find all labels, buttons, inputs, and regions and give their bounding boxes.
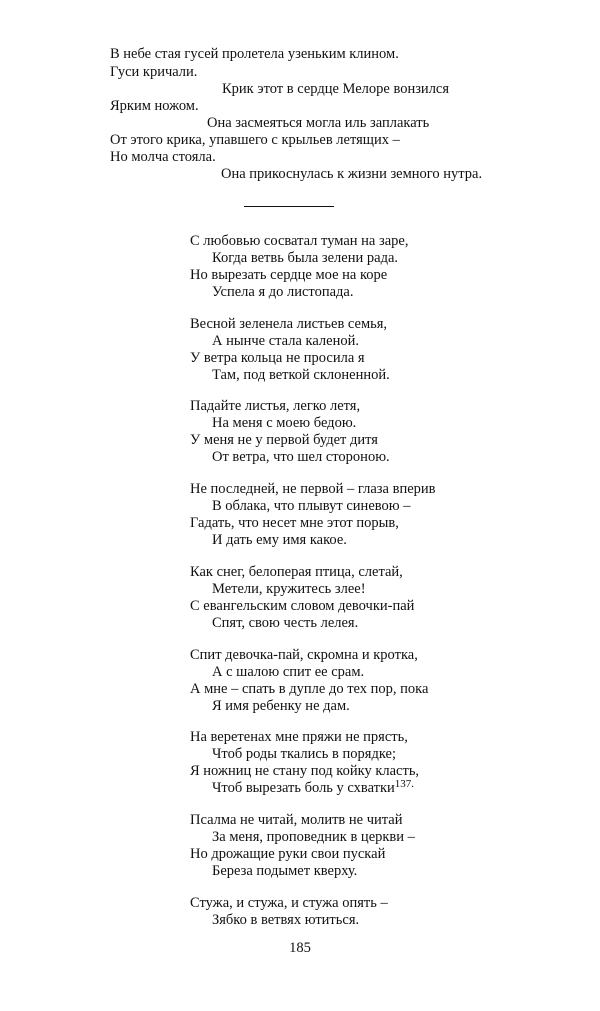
poem-line: А мне – спать в дупле до тех пор, пока: [190, 681, 429, 697]
poem-line: [212, 780, 414, 798]
poem-line: Береза подымет кверху.: [212, 863, 358, 879]
prose-line: Ярким ножом.: [110, 98, 199, 114]
poem-line: Зябко в ветвях ютиться.: [212, 912, 360, 928]
prose-line: Гуси кричали.: [110, 64, 198, 80]
poem-line: Спят, свою честь лелея.: [212, 615, 359, 631]
poem-line: Весной зеленела листьев семья,: [190, 316, 388, 332]
poem-line: А нынче стала каленой.: [212, 333, 359, 349]
prose-line: Но молча стояла.: [110, 149, 216, 165]
prose-line: Она засмеяться могла иль заплакать: [207, 115, 430, 131]
poem-line: Но вырезать сердце мое на коре: [190, 267, 388, 283]
poem-line: И дать ему имя какое.: [212, 532, 347, 548]
poem-line: На меня с моею бедою.: [212, 415, 357, 431]
poem-line: У ветра кольца не просила я: [190, 350, 365, 366]
prose-line: От этого крика, упавшего с крыльев летящих –: [110, 132, 400, 148]
poem-line: Метели, кружитесь злее!: [212, 581, 366, 597]
poem-line: В облака, что плывут синевою –: [212, 498, 411, 514]
poem-line-text: Чтоб вырезать боль у схватки: [212, 780, 395, 796]
poem-line: Падайте листья, легко летя,: [190, 398, 361, 414]
poem-line: А с шалою спит ее срам.: [212, 664, 365, 680]
poem-line: Стужа, и стужа, и стужа опять –: [190, 895, 388, 911]
poem-line: Как снег, белоперая птица, слетай,: [190, 564, 403, 580]
poem-line: Чтоб роды ткались в порядке;: [212, 746, 396, 762]
poem-line: От ветра, что шел стороною.: [212, 449, 390, 465]
poem-line: С евангельским словом девочки-пай: [190, 598, 415, 614]
poem-line: За меня, проповедник в церкви –: [212, 829, 415, 845]
poem-line: Когда ветвь была зелени рада.: [212, 250, 399, 266]
poem-line: Не последней, не первой – глаза вперив: [190, 481, 436, 497]
prose-line: Она прикоснулась к жизни земного нутра.: [221, 166, 483, 182]
prose-line: В небе стая гусей пролетела узеньким клином.: [110, 46, 399, 62]
poem-line: Я имя ребенку не дам.: [212, 698, 350, 714]
page-number: 185: [289, 940, 311, 956]
poem-line: Там, под веткой склоненной.: [212, 367, 390, 383]
poem-line: У меня не у первой будет дитя: [190, 432, 378, 448]
section-divider: [244, 206, 334, 207]
poem-line: На веретенах мне пряжи не прясть,: [190, 729, 408, 745]
prose-line: Крик этот в сердце Мелоре вонзился: [222, 81, 450, 97]
poem-line: Но дрожащие руки свои пускай: [190, 846, 386, 862]
poem-line: Я ножниц не стану под койку класть,: [190, 763, 420, 779]
poem-line: Успела я до листопада.: [212, 284, 354, 300]
poem-line: Спит девочка-пай, скромна и кротка,: [190, 647, 418, 663]
footnote-reference[interactable]: 137.: [394, 778, 415, 790]
poem-line: С любовью сосватал туман на заре,: [190, 233, 409, 249]
poem-line: Псалма не читай, молитв не читай: [190, 812, 403, 828]
poem-line: Гадать, что несет мне этот порыв,: [190, 515, 399, 531]
